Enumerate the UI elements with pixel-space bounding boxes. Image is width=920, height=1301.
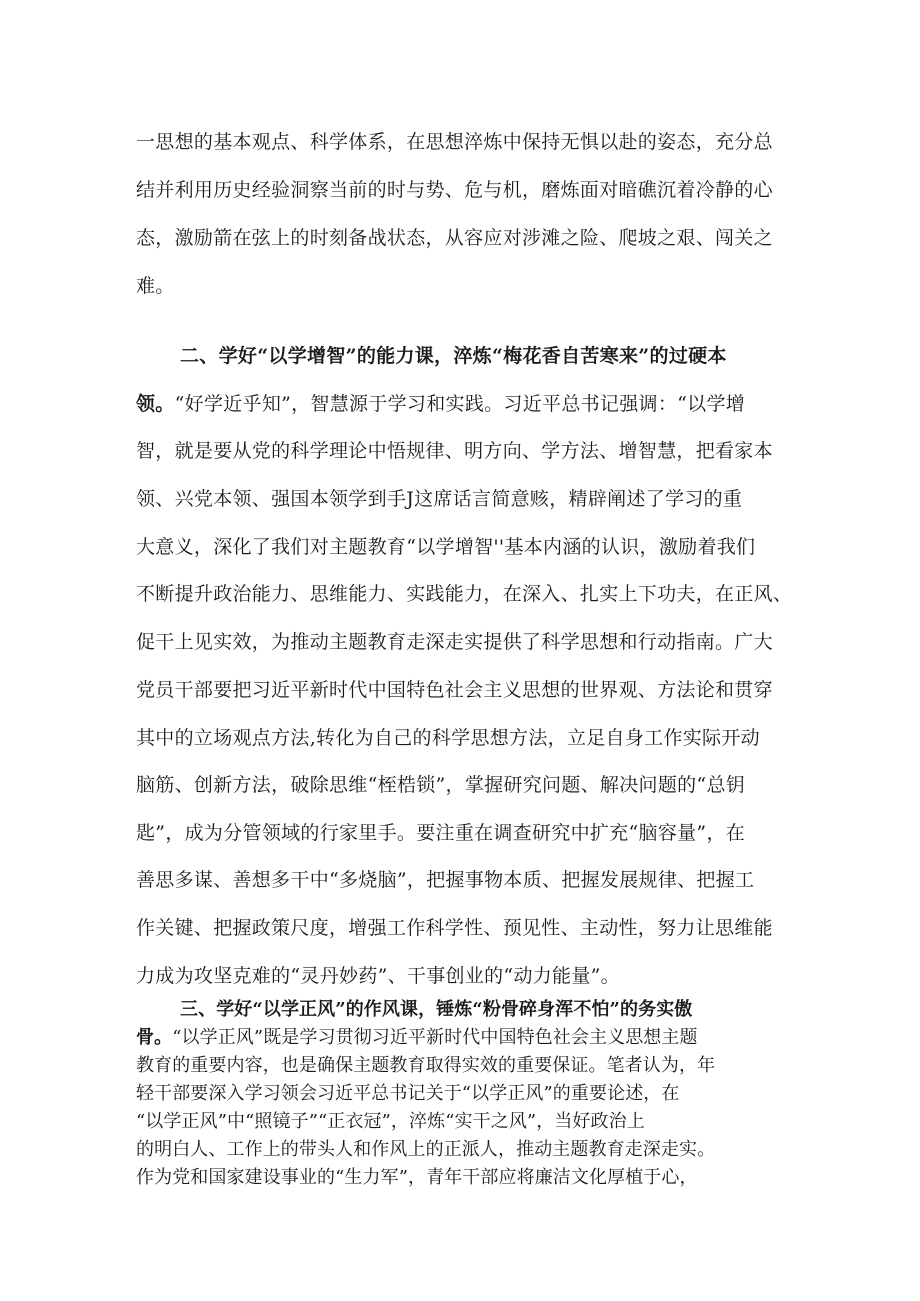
section-2-line-3: 智，就是要从党的科学理论中悟规律、明方向、学方法、增智慧，把看家本 [136, 440, 773, 462]
section-2-line-13: 作关键、把握政策尺度，增强工作科学性、预见性、主动性，努力让思维能 [136, 917, 773, 939]
section-2-line-9: 其中的立场观点方法,转化为自己的科学思想方法，立足自身工作实际开动 [136, 727, 760, 749]
paragraph-1-line-1: 一思想的基本观点、科学体系，在思想淬炼中保持无惧以赴的姿态，充分总 [136, 131, 773, 153]
section-2-line-8: 党员干部要把习近平新时代中国特色社会主义思想的世界观、方法论和贯穿 [136, 679, 773, 701]
section-2-heading: 二、学好“以学增智”的能力课，淬炼“梅花香自苦寒来”的过硬本 [180, 345, 727, 367]
section-3-line-3: 教育的重要内容，也是确保主题教育取得实效的重要保证。笔者认为，年 [136, 1055, 716, 1076]
section-3-line-2-text: “以学正风”既是学习贯彻习近平新时代中国特色社会主义思想主题 [172, 1027, 698, 1048]
section-3-line-6: 的明白人、工作上的带头人和作风上的正派人，推动主题教育走深走实。 [136, 1139, 716, 1160]
section-3-line-2 [136, 1024, 796, 1052]
section-3-heading: 三、学好“以学正风”的作风课，锤炼“粉骨碎身浑不怕”的务实傲 [180, 999, 693, 1020]
section-2-line-10: 脑筋、创新方法，破除思维“桎梏锁”，掌握研究问题、解决问题的“总钥 [136, 774, 746, 796]
section-2-line-4: 领、兴党本领、强国本领学到手J这席话言简意赅，精辟阐述了学习的重 [136, 488, 743, 510]
section-3-line-4: 轻干部要深入学习领会习近平总书记关于“以学正风”的重要论述，在 [136, 1083, 680, 1104]
section-2-heading-end: 领。 [136, 393, 175, 415]
section-3-line-5: “以学正风”中“照镜子”“正衣冠”，淬炼“实干之风”，当好政治上 [136, 1111, 645, 1132]
section-3-line-7: 作为党和国家建设事业的“生力军”，青年干部应将廉洁文化厚植于心， [136, 1167, 698, 1188]
section-2-line-2-text: “好学近乎知”，智慧源于学习和实践。习近平总书记强调：“以学增 [174, 393, 746, 415]
paragraph-1-line-3: 态，激励箭在弦上的时刻备战状态，从容应对涉滩之险、爬坡之艰、闯关之 [136, 227, 773, 249]
section-2-line-6: 不断提升政治能力、思维能力、实践能力，在深入、扎实上下功夫，在正风、 [136, 583, 793, 605]
section-2-line-11: 匙”，成为分管领域的行家里手。要注重在调查研究中扩充“脑容量”，在 [136, 822, 746, 844]
section-2-line-14: 力成为攻坚克难的“灵丹妙药”、干事创业的“动力能量”。 [136, 965, 620, 987]
paragraph-1-line-2: 结并利用历史经验洞察当前的时与势、危与机，磨炼面对暗礁沉着冷静的心 [136, 179, 773, 201]
section-2-line-5: 大意义，深化了我们对主题教育“以学增智''基本内涵的认识，激励着我们 [136, 536, 756, 558]
section-2-line-7: 促干上见实效，为推动主题教育走深走实提供了科学思想和行动指南。广大 [136, 631, 773, 653]
paragraph-1-line-4: 难。 [136, 275, 175, 297]
section-2-line-12: 善思多谋、善想多干中“多烧脑”，把握事物本质、把握发展规律、把握工 [136, 869, 755, 891]
section-3-heading-end: 骨。 [136, 1027, 173, 1048]
section-2-line-2 [136, 390, 796, 418]
